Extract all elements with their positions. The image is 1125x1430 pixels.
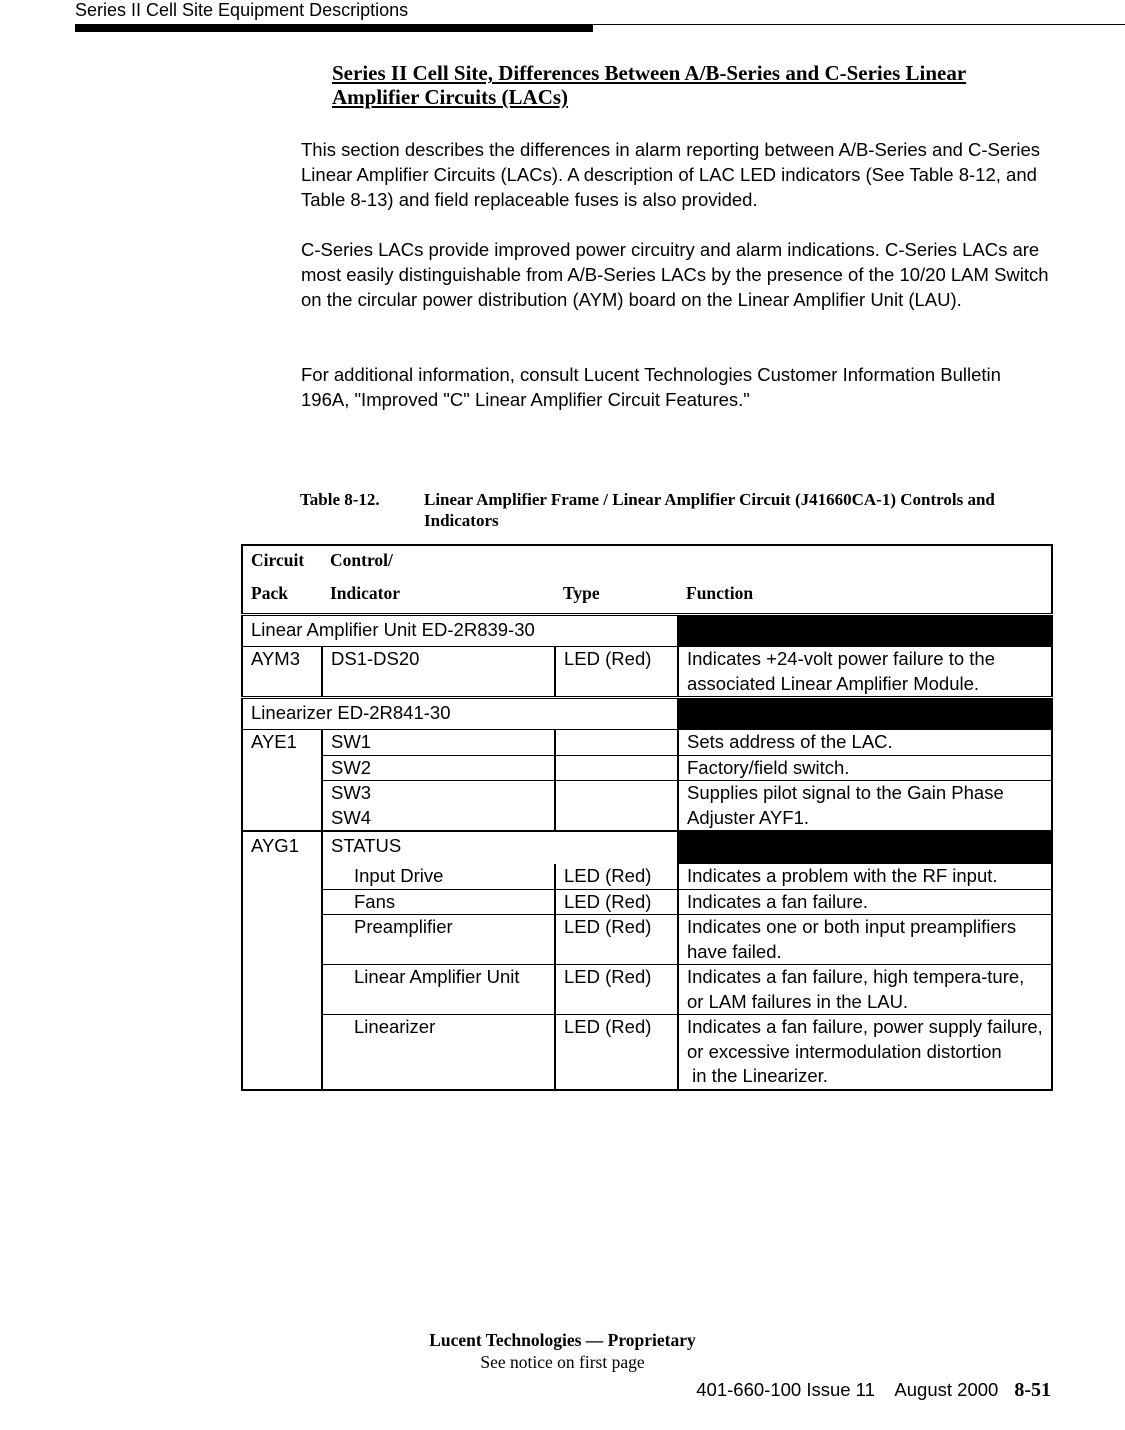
footer-notice: See notice on first page <box>480 1352 645 1372</box>
cell-control-sw2: SW2 <box>322 755 555 781</box>
table-row <box>242 889 1052 915</box>
cell-type-sw3-sw4 <box>555 781 678 832</box>
cell-pack-ayg1: AYG1 <box>251 835 299 856</box>
cell-type-fans: LED (Red) <box>555 889 678 915</box>
table-row <box>242 831 1052 864</box>
table-row <box>242 781 1052 832</box>
header-indicator-label: Indicator <box>330 582 400 603</box>
cell-control-sw4: SW4 <box>331 806 372 828</box>
additional-info-paragraph: For additional information, consult Lucent Technologies Customer Information Bulletin 196A, "Improved "C" Linear Amplifier Circuit Features." <box>301 364 1001 410</box>
cell-control-status: STATUS <box>322 831 678 864</box>
cell-type-aym3: LED (Red) <box>555 647 678 698</box>
page-footer <box>696 1379 1051 1402</box>
section-title: Series II Cell Site, Differences Between A/B-Series and C-Series Linear Amplifier Circuits (LACs) <box>332 61 967 109</box>
cell-type-input-drive: LED (Red) <box>555 864 678 889</box>
cell-function-input-drive: Indicates a problem with the RF input. <box>678 864 1052 889</box>
cell-type-lau: LED (Red) <box>555 965 678 1015</box>
intro-paragraph: This section describes the differences in alarm reporting between A/B-Series and C-Series Linear Amplifier Circuits (LACs). A description of LAC LED indicators (See Table 8-12, and Table 8-13) and field replaceable fuses is also provided. <box>301 139 1040 210</box>
header-pack-label: Pack <box>251 582 288 603</box>
table-row <box>242 864 1052 889</box>
cell-function-linearizer-main: Indicates a fan failure, power supply failure, or excessive intermodulation distortion <box>687 1016 1043 1062</box>
cell-function-lau: Indicates a fan failure, high tempera-ture, or LAM failures in the LAU. <box>678 965 1052 1015</box>
cell-pack-aye1: AYE1 <box>251 731 297 752</box>
cell-control-fans: Fans <box>322 889 555 915</box>
header-rule-thick <box>75 25 593 32</box>
table-row <box>242 915 1052 965</box>
header-circuit-pack <box>242 545 322 615</box>
cell-function-sw3-sw4: Supplies pilot signal to the Gain Phase Adjuster AYF1. <box>678 781 1052 832</box>
table-caption-text: Linear Amplifier Frame / Linear Amplifier Circuit (J41660CA-1) Controls and Indicators <box>424 490 995 530</box>
group-label-linearizer: Linearizer ED-2R841-30 <box>251 702 451 723</box>
c-series-paragraph: C-Series LACs provide improved power circuitry and alarm indications. C-Series LACs are most easily distinguishable from A/B-Series LACs by the presence of the 10/20 LAM Switch on the circular power distribution (AYM) board on the Linear Amplifier Unit (LAU). <box>301 239 1049 310</box>
header-circuit-label: Circuit <box>251 550 305 570</box>
cell-type-linearizer: LED (Red) <box>555 1015 678 1090</box>
cell-function-sw2: Factory/field switch. <box>678 755 1052 781</box>
group-row-linearizer <box>242 698 1052 730</box>
cell-function-preamplifier: Indicates one or both input preamplifiers have failed. <box>678 915 1052 965</box>
running-header: Series II Cell Site Equipment Descriptions <box>75 0 409 20</box>
table-row <box>242 755 1052 781</box>
page-number: 8-51 <box>1014 1379 1051 1401</box>
cell-control-preamplifier: Preamplifier <box>322 915 555 965</box>
header-function: Function <box>686 582 754 603</box>
cell-control-lau: Linear Amplifier Unit <box>322 965 555 1015</box>
cell-function-linearizer <box>678 1015 1052 1090</box>
group-shading-linearizer <box>678 698 1052 730</box>
footer-company: Lucent Technologies — Proprietary <box>429 1330 696 1350</box>
cell-control-input-drive: Input Drive <box>322 864 555 889</box>
group-shading-lau <box>678 615 1052 647</box>
status-shading <box>678 831 1052 864</box>
cell-type-sw2 <box>555 755 678 781</box>
group-row-lau <box>242 615 1052 647</box>
group-label-lau: Linear Amplifier Unit ED-2R839-30 <box>251 619 535 640</box>
cell-control-sw3: SW3 <box>331 782 372 803</box>
cell-control-sw3-sw4 <box>322 781 555 832</box>
cell-control-linearizer: Linearizer <box>322 1015 555 1090</box>
controls-indicators-table <box>241 544 1053 1091</box>
header-type: Type <box>563 582 600 603</box>
cell-function-aym3: Indicates +24-volt power failure to the associated Linear Amplifier Module. <box>678 647 1052 698</box>
cell-function-sw1: Sets address of the LAC. <box>678 730 1052 756</box>
cell-type-preamplifier: LED (Red) <box>555 915 678 965</box>
cell-function-linearizer-tail: in the Linearizer. <box>687 1065 828 1086</box>
cell-control-aym3: DS1-DS20 <box>322 647 555 698</box>
cell-pack-aym3: AYM3 <box>251 648 301 669</box>
table-row <box>242 1015 1052 1090</box>
cell-function-fans: Indicates a fan failure. <box>678 889 1052 915</box>
header-control-label: Control/ <box>330 550 393 570</box>
header-control-indicator <box>322 545 555 615</box>
table-caption-number: Table 8-12. <box>300 490 380 509</box>
cell-type-sw1 <box>555 730 678 756</box>
table-header-row <box>242 545 1052 615</box>
table-row <box>242 730 1052 756</box>
table-row <box>242 647 1052 698</box>
table-row <box>242 965 1052 1015</box>
footer-doc-id: 401-660-100 Issue 11 August 2000 <box>696 1379 999 1400</box>
cell-control-sw1: SW1 <box>322 730 555 756</box>
